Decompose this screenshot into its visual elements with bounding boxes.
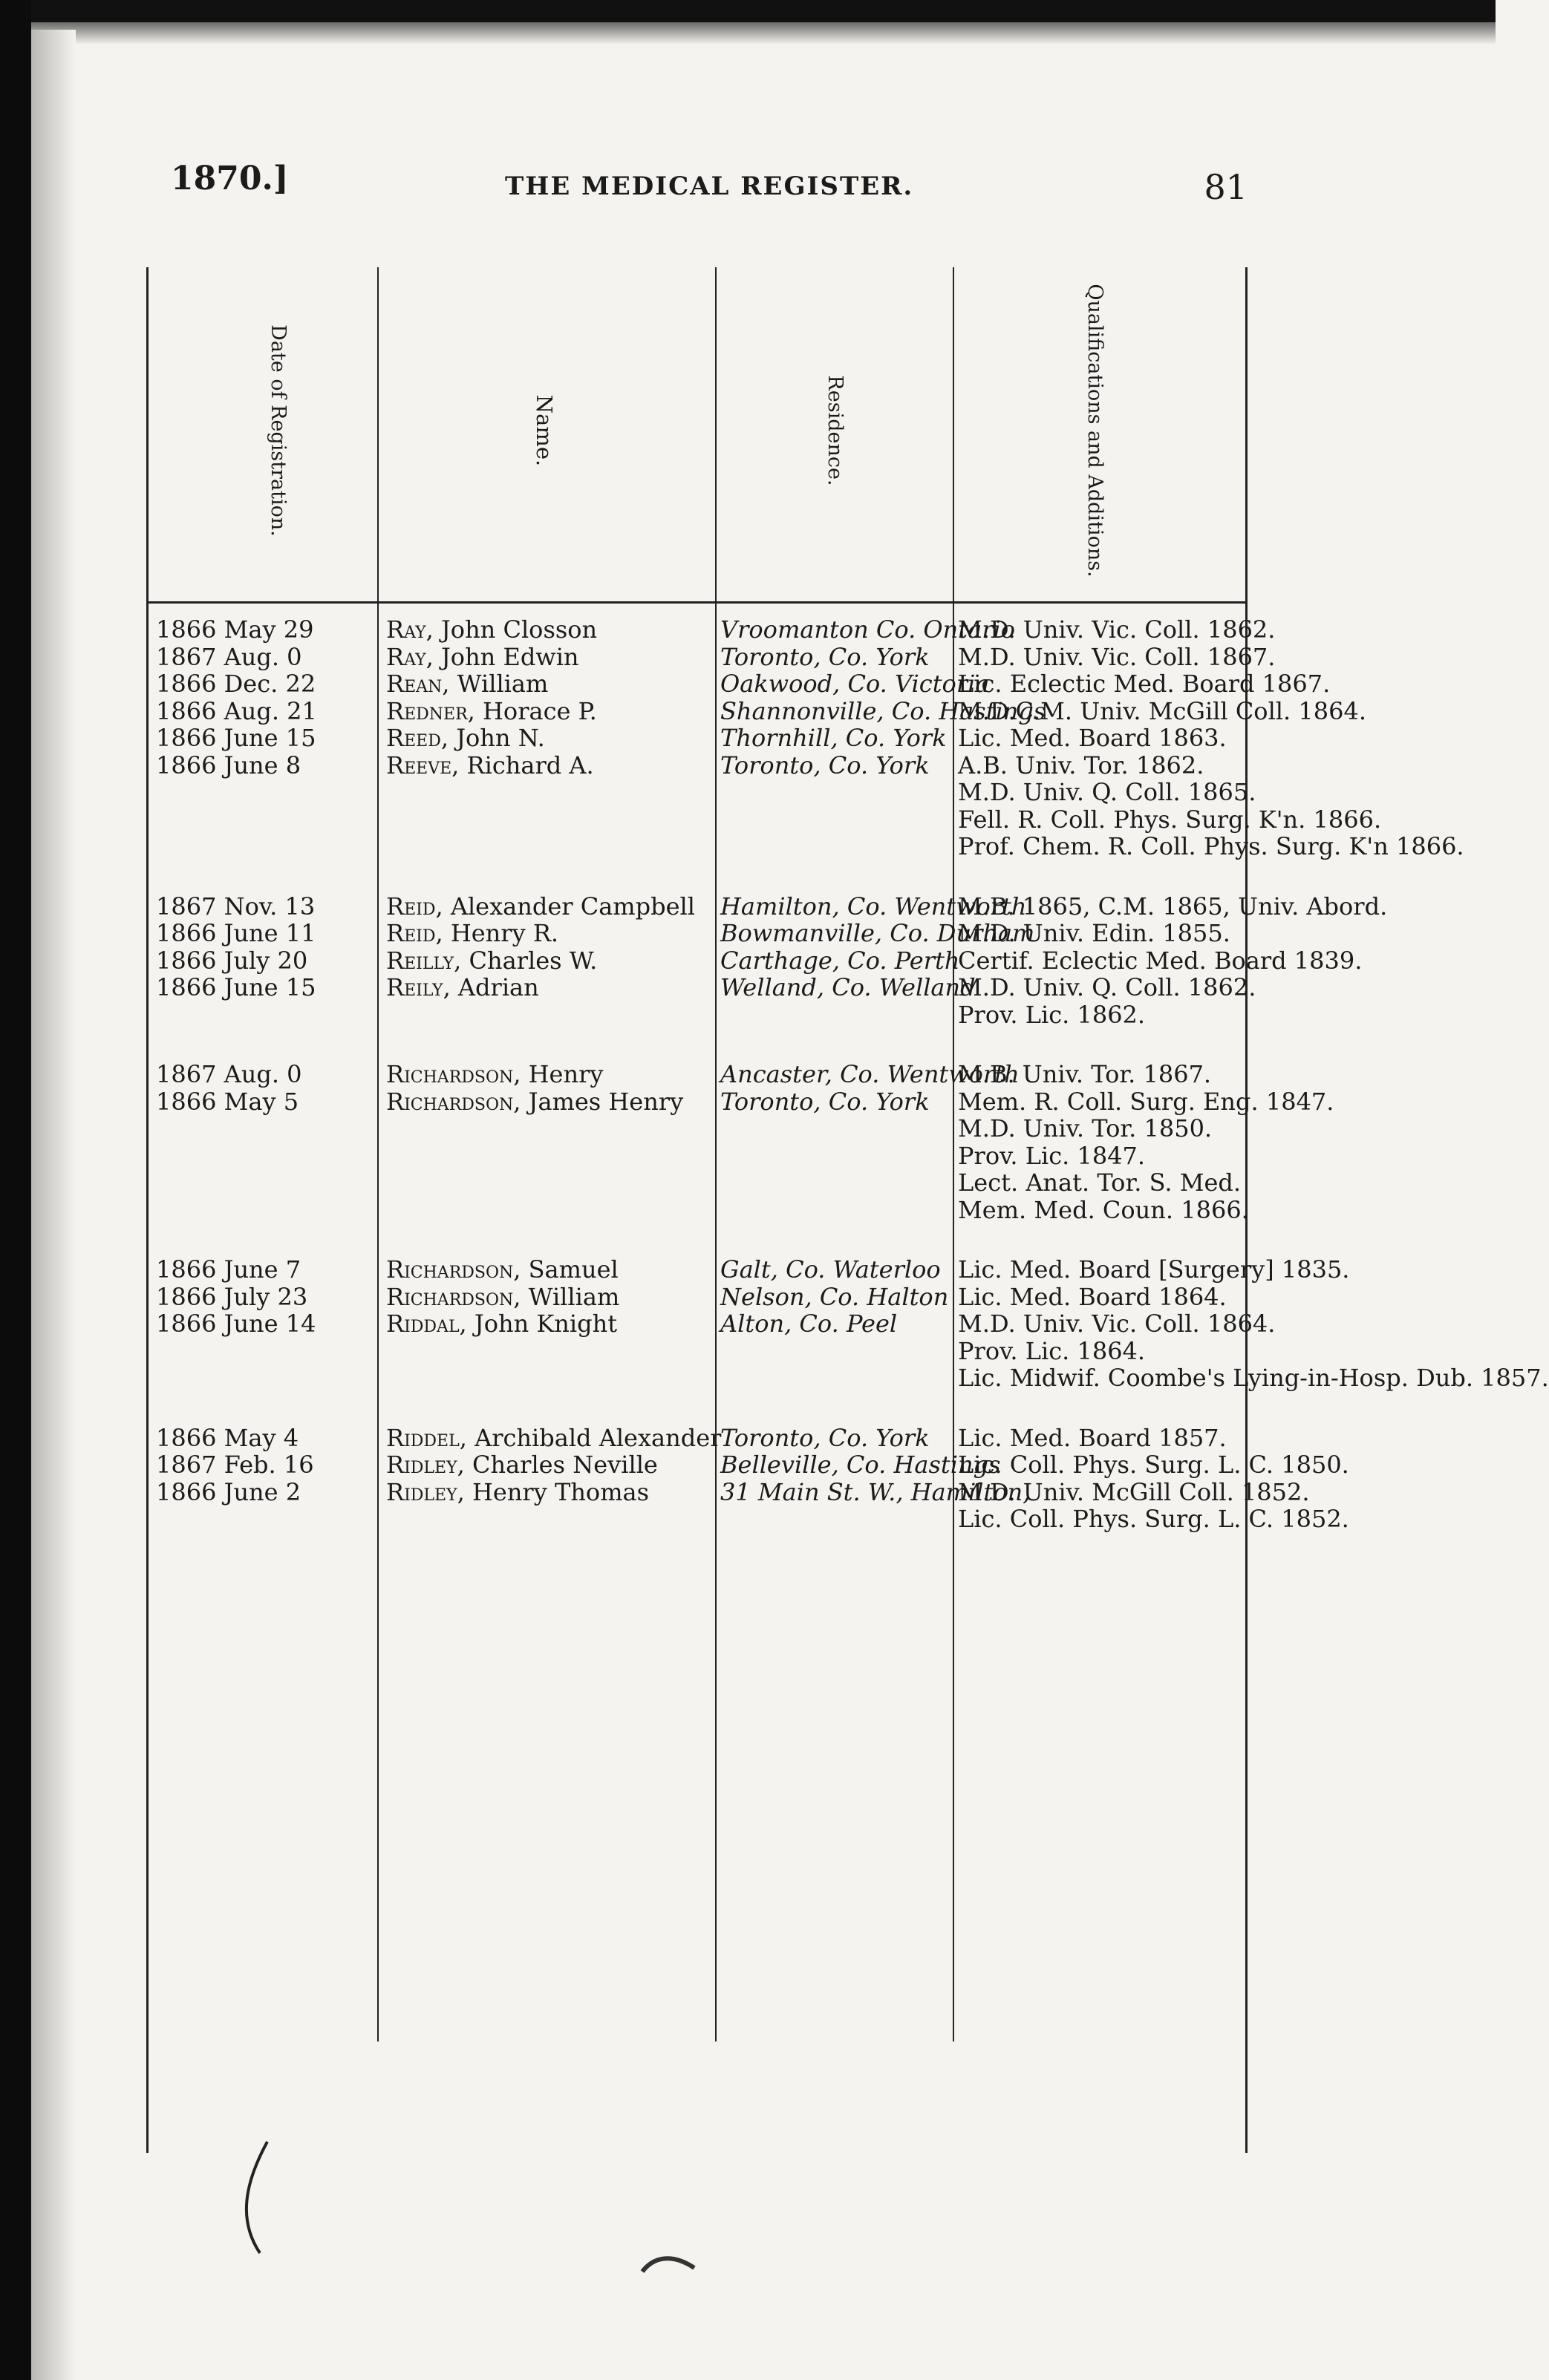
qualification-line: Lic. Med. Board 1857. xyxy=(958,1423,1227,1452)
given-names: Alexander Campbell xyxy=(450,892,696,921)
date-cell: 1867 Feb. 16 xyxy=(156,1451,314,1479)
table-row xyxy=(149,973,1256,1029)
qualification-line: Mem. R. Coll. Surg. Eng. 1847. xyxy=(958,1087,1334,1116)
date-cell: 1867 Aug. 0 xyxy=(156,642,302,671)
table-row xyxy=(149,1284,1248,1311)
residence-cell: Ancaster, Co. Wentworth xyxy=(720,1060,1020,1088)
date-cell: 1866 May 4 xyxy=(156,1423,299,1452)
running-head xyxy=(156,160,1248,212)
header-date-label: Date of Registration. xyxy=(267,324,290,537)
residence-cell: Thornhill, Co. York xyxy=(720,724,947,752)
name-cell xyxy=(386,893,705,921)
qualification-line: Prov. Lic. 1862. xyxy=(958,1000,1146,1029)
page-title: THE MEDICAL REGISTER. xyxy=(505,171,914,201)
surname: Reid, xyxy=(386,892,451,921)
pen-mark xyxy=(230,2138,275,2257)
name-cell xyxy=(386,1256,705,1284)
table-row xyxy=(149,696,1366,725)
table-row xyxy=(149,642,1276,671)
given-names: Charles Neville xyxy=(472,1451,658,1479)
qualification-line: M.D. Univ. Q. Coll. 1865. xyxy=(958,778,1256,806)
surname: Riddal, xyxy=(386,1310,475,1338)
residence-cell: Carthage, Co. Perth xyxy=(720,946,960,975)
name-cell xyxy=(386,670,705,698)
qualification-line: M.D. Univ. Edin. 1855. xyxy=(958,919,1230,947)
qualification-line: Lic. Eclectic Med. Board 1867. xyxy=(958,670,1331,698)
surname: Richardson, xyxy=(386,1282,529,1311)
qualification-line: Fell. R. Coll. Phys. Surg. K'n. 1866. xyxy=(958,805,1382,834)
surname: Reily, xyxy=(386,973,458,1001)
date-cell: 1866 June 2 xyxy=(156,1477,301,1506)
table-body xyxy=(149,615,1549,2145)
qualification-line: M.D. Univ. Vic. Coll. 1864. xyxy=(958,1310,1276,1338)
date-cell: 1866 June 8 xyxy=(156,751,301,779)
table-row xyxy=(149,1477,1349,1533)
table-row xyxy=(149,1451,1349,1479)
residence-cell: Nelson, Co. Halton xyxy=(720,1282,949,1311)
name-cell xyxy=(386,974,705,1001)
scan-border-left xyxy=(0,0,31,2380)
qualification-line: Lic. Med. Board 1864. xyxy=(958,1282,1227,1311)
page-number: 81 xyxy=(1204,167,1248,207)
name-cell xyxy=(386,1061,705,1088)
table-row xyxy=(149,615,1276,644)
name-cell xyxy=(386,1479,705,1506)
qualification-line: Lic. Coll. Phys. Surg. L. C. 1850. xyxy=(958,1451,1349,1479)
qualification-line: Prof. Chem. R. Coll. Phys. Surg. K'n 1866. xyxy=(958,832,1464,860)
given-names: Samuel xyxy=(528,1255,619,1284)
surname: Ridley, xyxy=(386,1477,472,1506)
qualification-line: Lic. Coll. Phys. Surg. L. C. 1852. xyxy=(958,1505,1349,1533)
residence-cell: Oakwood, Co. Victoria xyxy=(720,670,990,698)
given-names: Henry xyxy=(528,1060,604,1088)
name-cell xyxy=(386,947,705,975)
date-cell: 1866 Aug. 21 xyxy=(156,696,317,725)
given-names: John Knight xyxy=(474,1310,618,1338)
residence-cell: Galt, Co. Waterloo xyxy=(720,1255,941,1284)
date-cell: 1866 May 5 xyxy=(156,1087,299,1116)
residence-cell: Toronto, Co. York xyxy=(720,642,930,671)
surname: Reilly, xyxy=(386,946,469,975)
surname: Richardson, xyxy=(386,1255,529,1284)
qualification-line: M.D. Univ. Vic. Coll. 1862. xyxy=(958,615,1276,644)
surname: Ridley, xyxy=(386,1451,472,1479)
name-cell xyxy=(386,698,705,725)
surname: Riddel, xyxy=(386,1423,475,1452)
qualification-line: M.D. Univ. Vic. Coll. 1867. xyxy=(958,642,1276,671)
header-row xyxy=(149,267,1248,594)
name-cell xyxy=(386,1310,705,1338)
scan-shadow-top xyxy=(30,22,1496,45)
table-row xyxy=(149,670,1331,698)
residence-cell: Toronto, Co. York xyxy=(720,1087,930,1116)
header-name: Name. xyxy=(532,394,557,467)
date-cell: 1866 June 11 xyxy=(156,919,316,947)
qualification-line: Lic. Med. Board [Surgery] 1835. xyxy=(958,1255,1350,1284)
table-row xyxy=(149,1425,1248,1452)
given-names: John Closson xyxy=(440,615,598,644)
given-names: Archibald Alexander xyxy=(475,1423,722,1452)
table-row xyxy=(149,1087,1334,1224)
surname: Richardson, xyxy=(386,1060,529,1088)
table-row xyxy=(149,1255,1350,1284)
ink-blot xyxy=(639,2249,698,2279)
surname: Ray, xyxy=(386,642,441,671)
residence-cell: Welland, Co. Welland xyxy=(720,973,976,1001)
qualification-line: M.D. Univ. Tor. 1850. xyxy=(958,1114,1213,1142)
qualification-line: M.D. Univ. McGill Coll. 1852. xyxy=(958,1477,1310,1506)
name-cell xyxy=(386,616,705,644)
date-cell: 1866 July 23 xyxy=(156,1282,308,1311)
qualification-line: Prov. Lic. 1864. xyxy=(958,1336,1146,1365)
given-names: Richard A. xyxy=(466,751,594,779)
given-names: Henry R. xyxy=(450,919,559,947)
surname: Ray, xyxy=(386,615,441,644)
residence-cell: Toronto, Co. York xyxy=(720,751,930,779)
qualification-line: Prov. Lic. 1847. xyxy=(958,1141,1146,1170)
residence-cell: 31 Main St. W., Hamilton, xyxy=(720,1477,1031,1506)
given-names: Adrian xyxy=(457,973,539,1001)
qualification-line: Mem. Med. Coun. 1866. xyxy=(958,1195,1249,1224)
header-qualifications: Qualifications and Additions. xyxy=(1083,284,1106,578)
name-cell xyxy=(386,1451,705,1479)
residence-cell: Shannonville, Co. Hastings xyxy=(720,696,1046,725)
name-cell xyxy=(386,1423,722,1452)
residence-cell: Vroomanton Co. Ontario xyxy=(720,615,1015,644)
qualification-line: Certif. Eclectic Med. Board 1839. xyxy=(958,946,1363,975)
surname: Redner, xyxy=(386,696,483,725)
given-names: John Edwin xyxy=(440,642,579,671)
date-cell: 1867 Aug. 0 xyxy=(156,1060,302,1088)
scan-shadow-left xyxy=(31,30,76,2380)
date-cell: 1867 Nov. 13 xyxy=(156,892,316,921)
table-row xyxy=(149,725,1248,752)
header-residence: Residence. xyxy=(824,375,847,486)
residence-cell: Alton, Co. Peel xyxy=(720,1310,898,1338)
table-row xyxy=(149,946,1363,975)
given-names: William xyxy=(457,670,549,698)
date-cell: 1866 Dec. 22 xyxy=(156,670,316,698)
qualification-line: Lic. Med. Board 1863. xyxy=(958,724,1227,752)
header-rule xyxy=(149,601,1248,604)
name-cell xyxy=(386,752,705,779)
date-cell: 1866 May 29 xyxy=(156,615,314,644)
qualification-line: A.B. Univ. Tor. 1862. xyxy=(958,751,1204,779)
qualification-line: Lect. Anat. Tor. S. Med. xyxy=(958,1168,1242,1197)
qualification-line: M.D.C.M. Univ. McGill Coll. 1864. xyxy=(958,696,1366,725)
given-names: Charles W. xyxy=(469,946,598,975)
given-names: James Henry xyxy=(528,1087,684,1116)
given-names: Horace P. xyxy=(483,696,597,725)
name-cell xyxy=(386,1284,705,1311)
table-row xyxy=(149,892,1388,921)
date-cell: 1866 June 14 xyxy=(156,1310,316,1338)
qualification-line: Lic. Midwif. Coombe's Lying-in-Hosp. Dub. 1857. xyxy=(958,1364,1549,1392)
qualification-line: M.D. Univ. Q. Coll. 1862. xyxy=(958,973,1256,1001)
table-row xyxy=(149,751,1464,860)
residence-cell: Bowmanville, Co. Durham xyxy=(720,919,1035,947)
date-cell: 1866 July 20 xyxy=(156,946,308,975)
name-cell xyxy=(386,1088,705,1116)
surname: Richardson, xyxy=(386,1087,529,1116)
date-cell: 1866 June 15 xyxy=(156,724,316,752)
name-cell xyxy=(386,725,705,752)
table-row xyxy=(149,920,1248,947)
date-cell: 1866 June 15 xyxy=(156,973,316,1001)
table-row xyxy=(149,1310,1549,1392)
surname: Reid, xyxy=(386,919,451,947)
register-table xyxy=(119,267,1549,2153)
given-names: Henry Thomas xyxy=(472,1477,650,1506)
given-names: John N. xyxy=(456,724,545,752)
surname: Rean, xyxy=(386,670,457,698)
surname: Reed, xyxy=(386,724,457,752)
qualification-line: M.B. Univ. Tor. 1867. xyxy=(958,1060,1212,1088)
name-cell xyxy=(386,920,705,947)
residence-cell: Hamilton, Co. Wentworth xyxy=(720,892,1027,921)
surname: Reeve, xyxy=(386,751,467,779)
qualification-line: M.B. 1865, C.M. 1865, Univ. Abord. xyxy=(958,892,1388,921)
name-cell xyxy=(386,644,705,671)
residence-cell: Belleville, Co. Hastings xyxy=(720,1451,1001,1479)
table-row xyxy=(149,1061,1248,1088)
residence-cell: Toronto, Co. York xyxy=(720,1423,930,1452)
page-year: 1870.] xyxy=(171,160,289,197)
date-cell: 1866 June 7 xyxy=(156,1255,301,1284)
given-names: William xyxy=(528,1282,620,1311)
